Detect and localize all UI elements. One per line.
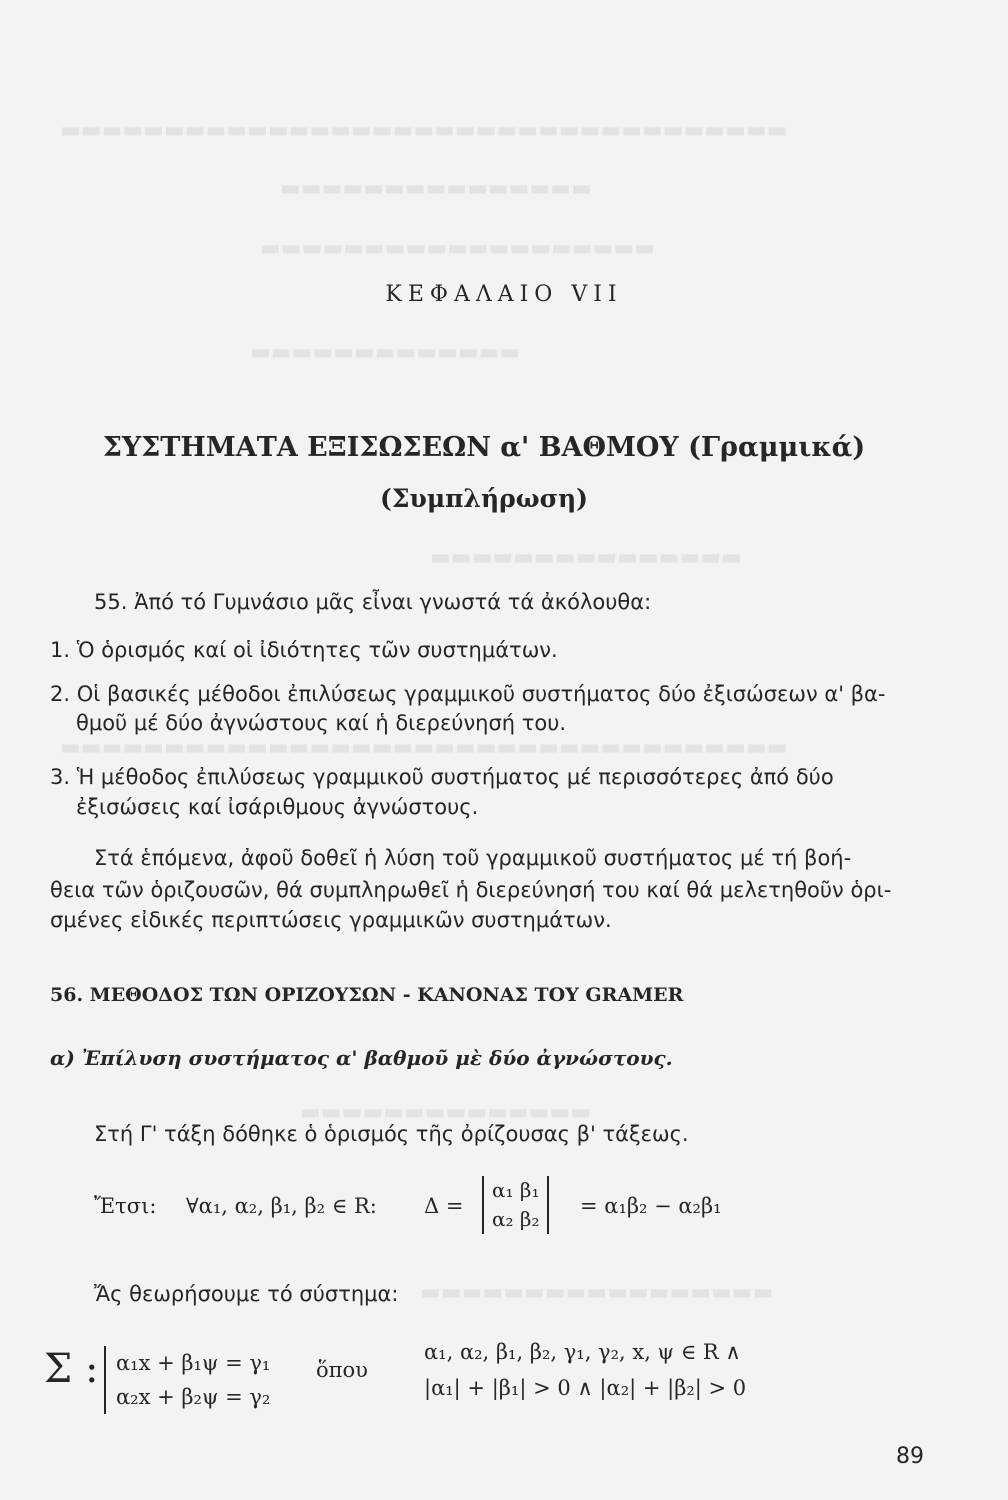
- bleedthrough-text: ▬▬▬▬▬▬▬▬▬▬▬▬▬▬▬▬▬▬▬: [260, 236, 655, 261]
- paragraph-line2: θεια τῶν ὁριζουσῶν, θά συμπληρωθεῖ ἡ διερεύνησή του καί θά μελετηθοῦν ὁρι-: [50, 878, 892, 902]
- list-item-2-line2: θμοῦ μέ δύο ἀγνώστους καί ἡ διερεύνησή του.: [76, 711, 567, 735]
- bleedthrough-text: ▬▬▬▬▬▬▬▬▬▬▬▬▬▬▬▬▬▬▬▬▬▬▬▬▬▬▬▬▬▬▬▬▬▬▬: [60, 118, 788, 143]
- list-item-3-line2: ἐξισώσεις καί ἰσάριθμους ἀγνώστους.: [76, 795, 479, 819]
- condition-1: α₁, α₂, β₁, β₂, γ₁, γ₂, x, ψ ∈ R ∧: [424, 1340, 741, 1364]
- bleedthrough-text: ▬▬▬▬▬▬▬▬▬▬▬▬▬: [250, 340, 521, 365]
- section-56-heading: 56. ΜΕΘΟΔΟΣ ΤΩΝ ΟΡΙΖΟΥΣΩΝ - ΚΑΝΟΝΑΣ ΤΟΥ GRAMER: [50, 984, 684, 1006]
- bleedthrough-text: ▬▬▬▬▬▬▬▬▬▬▬▬▬▬▬▬▬▬▬▬▬▬▬▬▬▬▬▬▬▬▬▬▬▬▬: [60, 735, 788, 760]
- quantifier-expression: ∀α₁, α₂, β₁, β₂ ∈ R:: [186, 1194, 377, 1218]
- section-55-intro: 55. Ἀπό τό Γυμνάσιο μᾶς εἶναι γνωστά τά ἀκόλουθα:: [94, 590, 652, 614]
- chapter-heading: ΚΕΦΑΛΑΙΟ VII: [385, 282, 623, 307]
- paragraph-line1: Στά ἑπόμενα, ἀφοῦ δοθεῖ ἡ λύση τοῦ γραμμικοῦ συστήματος μέ τή βοή-: [94, 846, 852, 870]
- section-56a-heading: α) Ἐπίλυση συστήματος α' βαθμοῦ μὲ δύο ἀγνώστους.: [50, 1046, 673, 1070]
- bleedthrough-text: ▬▬▬▬▬▬▬▬▬▬▬▬▬▬▬▬▬: [420, 1280, 774, 1305]
- determinant-row-2: α₂ β₂: [492, 1207, 540, 1231]
- paragraph-line3: σμένες εἰδικές περιπτώσεις γραμμικῶν συστημάτων.: [50, 908, 612, 932]
- equation-1: α₁x + β₁ψ = γ₁: [116, 1351, 271, 1375]
- chapter-title: ΣΥΣΤΗΜΑΤΑ ΕΞΙΣΩΣΕΩΝ α' ΒΑΘΜΟΥ (Γραμμικά): [102, 432, 866, 463]
- system-symbol: Σ :: [44, 1346, 99, 1392]
- opou-label: ὅπου: [316, 1358, 368, 1382]
- equation-2: α₂x + β₂ψ = γ₂: [116, 1385, 271, 1409]
- bleedthrough-text: ▬▬▬▬▬▬▬▬▬▬▬▬▬▬: [300, 1100, 592, 1125]
- list-item-1: 1. Ὁ ὁρισμός καί οἱ ἰδιότητες τῶν συστημάτων.: [50, 638, 558, 662]
- delta-symbol: Δ =: [424, 1194, 464, 1218]
- list-item-2-line1: 2. Οἱ βασικές μέθοδοι ἐπιλύσεως γραμμικοῦ συστήματος δύο ἐξισώσεων α' βα-: [50, 682, 886, 706]
- gamma-paragraph: Στή Γ' τάξη δόθηκε ὁ ὁρισμός τῆς ὀρίζουσας β' τάξεως.: [94, 1122, 689, 1146]
- condition-2: |α₁| + |β₁| > 0 ∧ |α₂| + |β₂| > 0: [424, 1376, 747, 1400]
- etsi-label: Ἔτσι:: [94, 1194, 157, 1218]
- determinant-result: = α₁β₂ − α₂β₁: [580, 1194, 722, 1218]
- bleedthrough-text: ▬▬▬▬▬▬▬▬▬▬▬▬▬▬▬: [430, 545, 742, 570]
- list-item-3-line1: 3. Ἡ μέθοδος ἐπιλύσεως γραμμικοῦ συστήματος μέ περισσότερες ἀπό δύο: [50, 765, 834, 789]
- determinant: [482, 1176, 549, 1234]
- linear-system: [104, 1346, 270, 1414]
- bleedthrough-text: ▬▬▬▬▬▬▬▬▬▬▬▬▬▬▬: [280, 176, 592, 201]
- page-number: 89: [896, 1444, 924, 1469]
- chapter-subtitle: (Συμπλήρωση): [379, 484, 589, 513]
- determinant-row-1: α₁ β₁: [492, 1178, 540, 1202]
- system-intro: Ἄς θεωρήσουμε τό σύστημα:: [94, 1282, 399, 1306]
